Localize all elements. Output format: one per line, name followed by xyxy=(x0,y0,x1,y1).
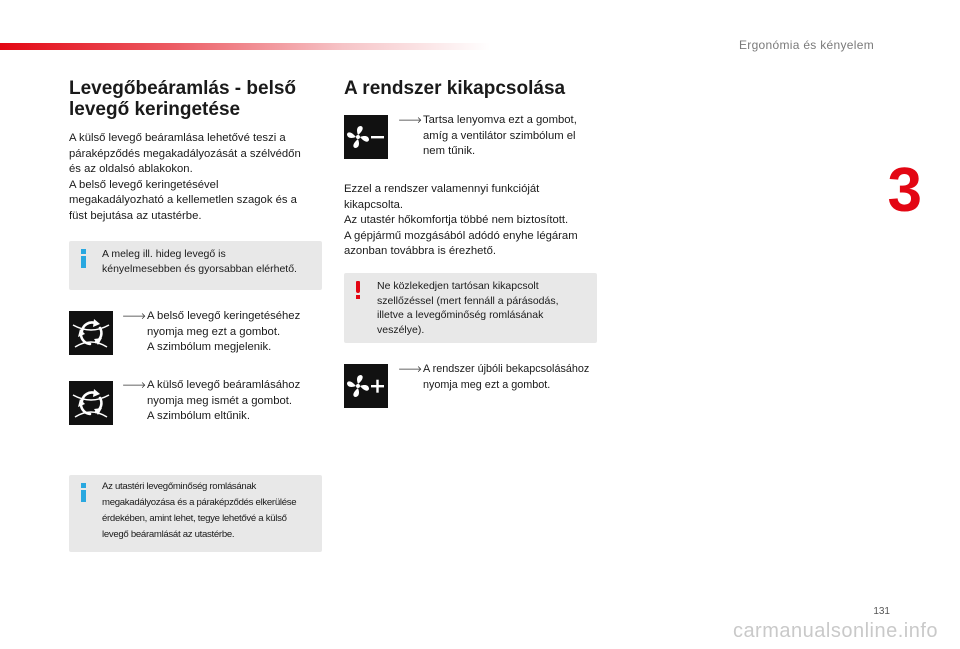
step-line: nem tűnik. xyxy=(423,145,476,157)
body-line: kikapcsolta. xyxy=(344,198,404,211)
step-recirc-off xyxy=(122,378,322,428)
chapter-number: 3 xyxy=(887,156,922,225)
info-box-2-text xyxy=(102,479,296,543)
step-line: nyomja meg ezt a gombot. xyxy=(423,378,551,391)
warning-text xyxy=(377,279,559,337)
pointer-arrow-icon: 🡒 xyxy=(398,364,423,374)
pointer-arrow-icon: 🡒 xyxy=(122,311,147,321)
info-line: érdekében, amint lehet, tegye lehetővé a külső xyxy=(102,513,287,524)
intro-line: A belső levegő keringetésével xyxy=(69,178,219,191)
step-system-on xyxy=(398,362,608,402)
left-heading xyxy=(69,78,296,120)
fan-minus-icon xyxy=(344,115,388,159)
info-line: Az utastéri levegőminőség romlásának xyxy=(102,481,256,492)
right-heading: A rendszer kikapcsolása xyxy=(344,78,566,99)
body-line: A gépjármű mozgásából adódó enyhe légáram xyxy=(344,229,578,242)
warning-line: veszélye). xyxy=(377,323,425,336)
step-line: A szimbólum eltűnik. xyxy=(147,410,250,422)
header-accent-bar xyxy=(0,43,490,50)
intro-line: és az oldalsó ablakokon. xyxy=(69,163,193,175)
step-line: A szimbólum megjelenik. xyxy=(147,341,272,353)
step-line: A belső levegő keringetéséhez xyxy=(147,310,301,322)
info-line: megakadályozása és a páraképződés elkerülése xyxy=(102,497,297,508)
fan-plus-icon xyxy=(344,364,388,408)
info-box-1-text xyxy=(102,247,297,276)
recirculation-icon xyxy=(69,311,113,355)
warning-line: szellőzéssel (mert fennáll a párásodás, xyxy=(377,294,559,307)
watermark: carmanualsonline.info xyxy=(732,620,938,642)
pointer-arrow-icon: 🡒 xyxy=(398,115,423,125)
intro-line: A külső levegő beáramlása lehetővé teszi a xyxy=(69,132,286,144)
warning-line: illetve a levegőminőség romlásának xyxy=(377,309,544,321)
step-system-off xyxy=(398,113,598,163)
body-line: Az utastér hőkomfortja többé nem biztosított. xyxy=(344,214,569,226)
step-line: nyomja meg ismét a gombot. xyxy=(147,394,293,407)
left-heading-line2: levegő keringetése xyxy=(69,99,241,120)
warning-line: Ne közlekedjen tartósan kikapcsolt xyxy=(377,280,539,292)
left-intro xyxy=(69,131,301,224)
info-line: kényelmesebben és gyorsabban elérhető. xyxy=(102,262,297,275)
info-box-1 xyxy=(69,241,322,290)
step-line: amíg a ventilátor szimbólum el xyxy=(423,129,576,142)
step-line: Tartsa lenyomva ezt a gombot, xyxy=(423,114,577,126)
intro-line: megakadályozható a kellemetlen szagok és a xyxy=(69,194,297,206)
body-line: Ezzel a rendszer valamennyi funkcióját xyxy=(344,183,540,195)
right-body xyxy=(344,182,578,260)
intro-line: páraképződés megakadályozását a szélvédőn xyxy=(69,147,301,160)
warning-box xyxy=(344,273,597,343)
info-box-2 xyxy=(69,475,322,552)
left-heading-line1: Levegőbeáramlás - belső xyxy=(69,78,297,99)
recirculation-icon xyxy=(69,381,113,425)
info-line: levegő beáramlását az utastérbe. xyxy=(102,529,235,540)
body-line: azonban továbbra is érezhető. xyxy=(344,245,496,257)
info-icon xyxy=(79,483,88,503)
section-title: Ergonómia és kényelem xyxy=(738,38,874,52)
step-line: A külső levegő beáramlásához xyxy=(147,379,301,391)
pointer-arrow-icon: 🡒 xyxy=(122,380,147,390)
step-line: A rendszer újbóli bekapcsolásához xyxy=(423,363,590,375)
warning-icon xyxy=(354,281,363,301)
intro-line: füst bejutása az utastérbe. xyxy=(69,209,202,222)
info-icon xyxy=(79,249,88,269)
step-line: nyomja meg ezt a gombot. xyxy=(147,325,281,338)
page-number: 131 xyxy=(873,606,890,617)
info-line: A meleg ill. hideg levegő is xyxy=(102,248,226,260)
step-recirc-on xyxy=(122,309,322,359)
